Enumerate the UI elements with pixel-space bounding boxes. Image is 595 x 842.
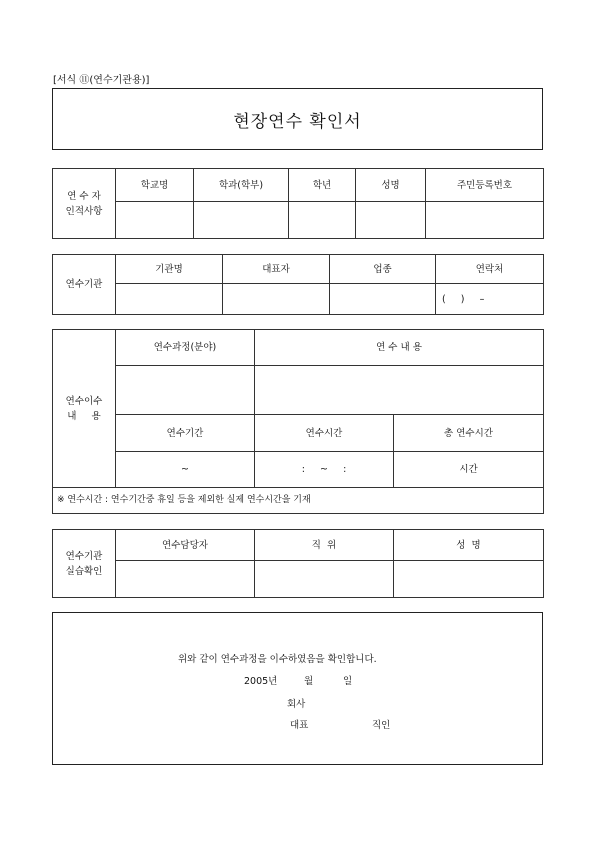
period-field[interactable]: ~ — [116, 452, 255, 488]
name-field[interactable] — [356, 202, 426, 239]
header-supervisor-name: 성 명 — [394, 530, 544, 561]
header-total-time: 총 연수시간 — [394, 415, 544, 452]
id-number-field[interactable] — [426, 202, 544, 239]
header-content: 연 수 내 용 — [255, 330, 544, 366]
practice-table — [52, 529, 544, 598]
seal-label: 직인 — [372, 720, 391, 731]
completion-table — [52, 329, 544, 514]
header-supervisor: 연수담당자 — [116, 530, 255, 561]
total-time-field[interactable]: 시간 — [394, 452, 544, 488]
company-field[interactable]: 회사 — [287, 699, 306, 710]
header-department: 학과(학부) — [194, 169, 289, 202]
representative-field[interactable] — [223, 284, 330, 315]
completion-label: 연수이수 내 용 — [53, 330, 116, 488]
title-box — [52, 88, 543, 150]
note: ※ 연수시간 : 연수기간중 휴일 등을 제외한 실제 연수시간을 기재 — [53, 488, 544, 514]
header-time: 연수시간 — [255, 415, 394, 452]
institution-name-field[interactable] — [116, 284, 223, 315]
trainee-table — [52, 168, 544, 239]
date-day[interactable]: 일 — [343, 676, 353, 687]
content-field[interactable] — [255, 366, 544, 415]
time-field[interactable]: : ~ : — [255, 452, 394, 488]
page-title: 현장연수 확인서 — [233, 111, 362, 132]
school-field[interactable] — [116, 202, 194, 239]
header-course: 연수과정(분야) — [116, 330, 255, 366]
header-name: 성명 — [356, 169, 426, 202]
header-period: 연수기간 — [116, 415, 255, 452]
header-institution-name: 기관명 — [116, 255, 223, 284]
form-label: [서식 ⑪(연수기관용)] — [53, 75, 150, 86]
confirmation-statement: 위와 같이 연수과정을 이수하였음을 확인합니다. — [178, 654, 377, 665]
institution-label: 연수기관 — [53, 255, 116, 315]
contact-field[interactable]: ( ) – — [436, 284, 544, 315]
grade-field[interactable] — [289, 202, 356, 239]
industry-field[interactable] — [330, 284, 436, 315]
institution-table — [52, 254, 544, 315]
header-grade: 학년 — [289, 169, 356, 202]
header-industry: 업종 — [330, 255, 436, 284]
representative-field[interactable]: 대표 — [290, 720, 309, 731]
confirmation-box — [52, 612, 543, 765]
course-field[interactable] — [116, 366, 255, 415]
practice-label: 연수기관 실습확인 — [53, 530, 116, 598]
trainee-label: 연 수 자 인적사항 — [53, 169, 116, 239]
supervisor-name-field[interactable] — [394, 561, 544, 598]
header-id-number: 주민등록번호 — [426, 169, 544, 202]
supervisor-field[interactable] — [116, 561, 255, 598]
header-position: 직 위 — [255, 530, 394, 561]
position-field[interactable] — [255, 561, 394, 598]
header-contact: 연락처 — [436, 255, 544, 284]
date-year[interactable]: 2005년 — [244, 676, 278, 687]
header-school: 학교명 — [116, 169, 194, 202]
department-field[interactable] — [194, 202, 289, 239]
date-month[interactable]: 월 — [304, 676, 314, 687]
header-representative: 대표자 — [223, 255, 330, 284]
